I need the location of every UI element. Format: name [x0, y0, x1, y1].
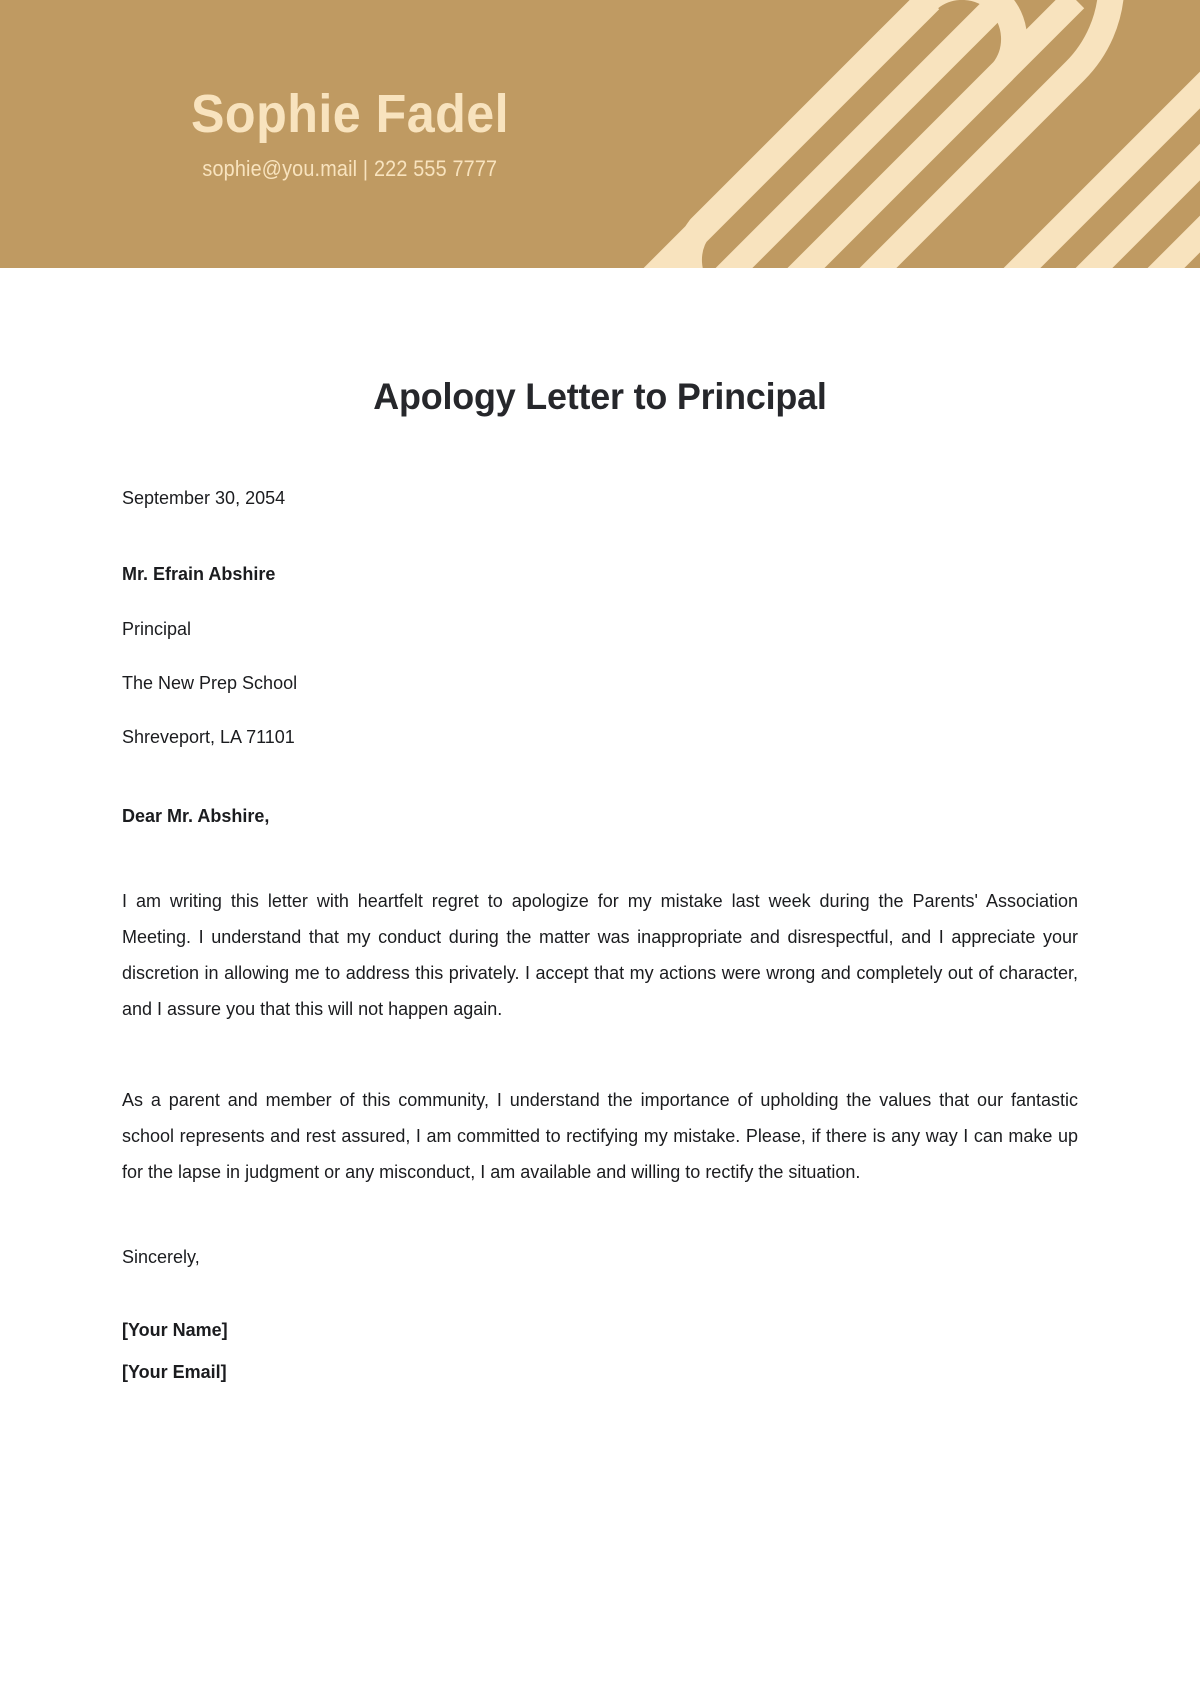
recipient-address: Shreveport, LA 71101 [122, 727, 295, 748]
recipient-name: Mr. Efrain Abshire [122, 564, 276, 585]
letter-date: September 30, 2054 [122, 488, 286, 509]
signature-name-placeholder: [Your Name] [122, 1320, 228, 1341]
page-title: Apology Letter to Principal [373, 376, 827, 417]
letter-body [0, 268, 1200, 1385]
closing-line: Sincerely, [122, 1246, 200, 1267]
recipient-address-block [122, 512, 1078, 749]
signature-email-placeholder: [Your Email] [122, 1362, 227, 1383]
sender-identity-block [0, 0, 700, 268]
sender-name: Sophie Fadel [190, 83, 510, 144]
body-paragraph-1: I am writing this letter with heartfelt regret to apologize for my mistake last week during the Parents' Association Meeting. I understand that my conduct during the matter was inappropriate and disrespectful, and I appreciate your discretion in allowing me to address this privately. I accept that my actions were wrong and completely out of character, and I assure you that this will not happen again. [122, 890, 1078, 1019]
signature-block [122, 1270, 1078, 1385]
letterhead-header [0, 0, 1200, 268]
body-paragraph-2: As a parent and member of this community, I understand the importance of upholding the values that our fantastic school represents and rest assured, I am committed to rectifying my mistake. Please, if there is any way I can make up for the lapse in judgment or any misconduct, I am available and willing to rectify the situation. [122, 1089, 1078, 1182]
sender-contact-line: sophie@you.mail | 222 555 7777 [202, 156, 498, 182]
salutation: Dear Mr. Abshire, [122, 805, 270, 826]
recipient-job-title: Principal [122, 618, 192, 639]
recipient-organization: The New Prep School [122, 672, 298, 693]
